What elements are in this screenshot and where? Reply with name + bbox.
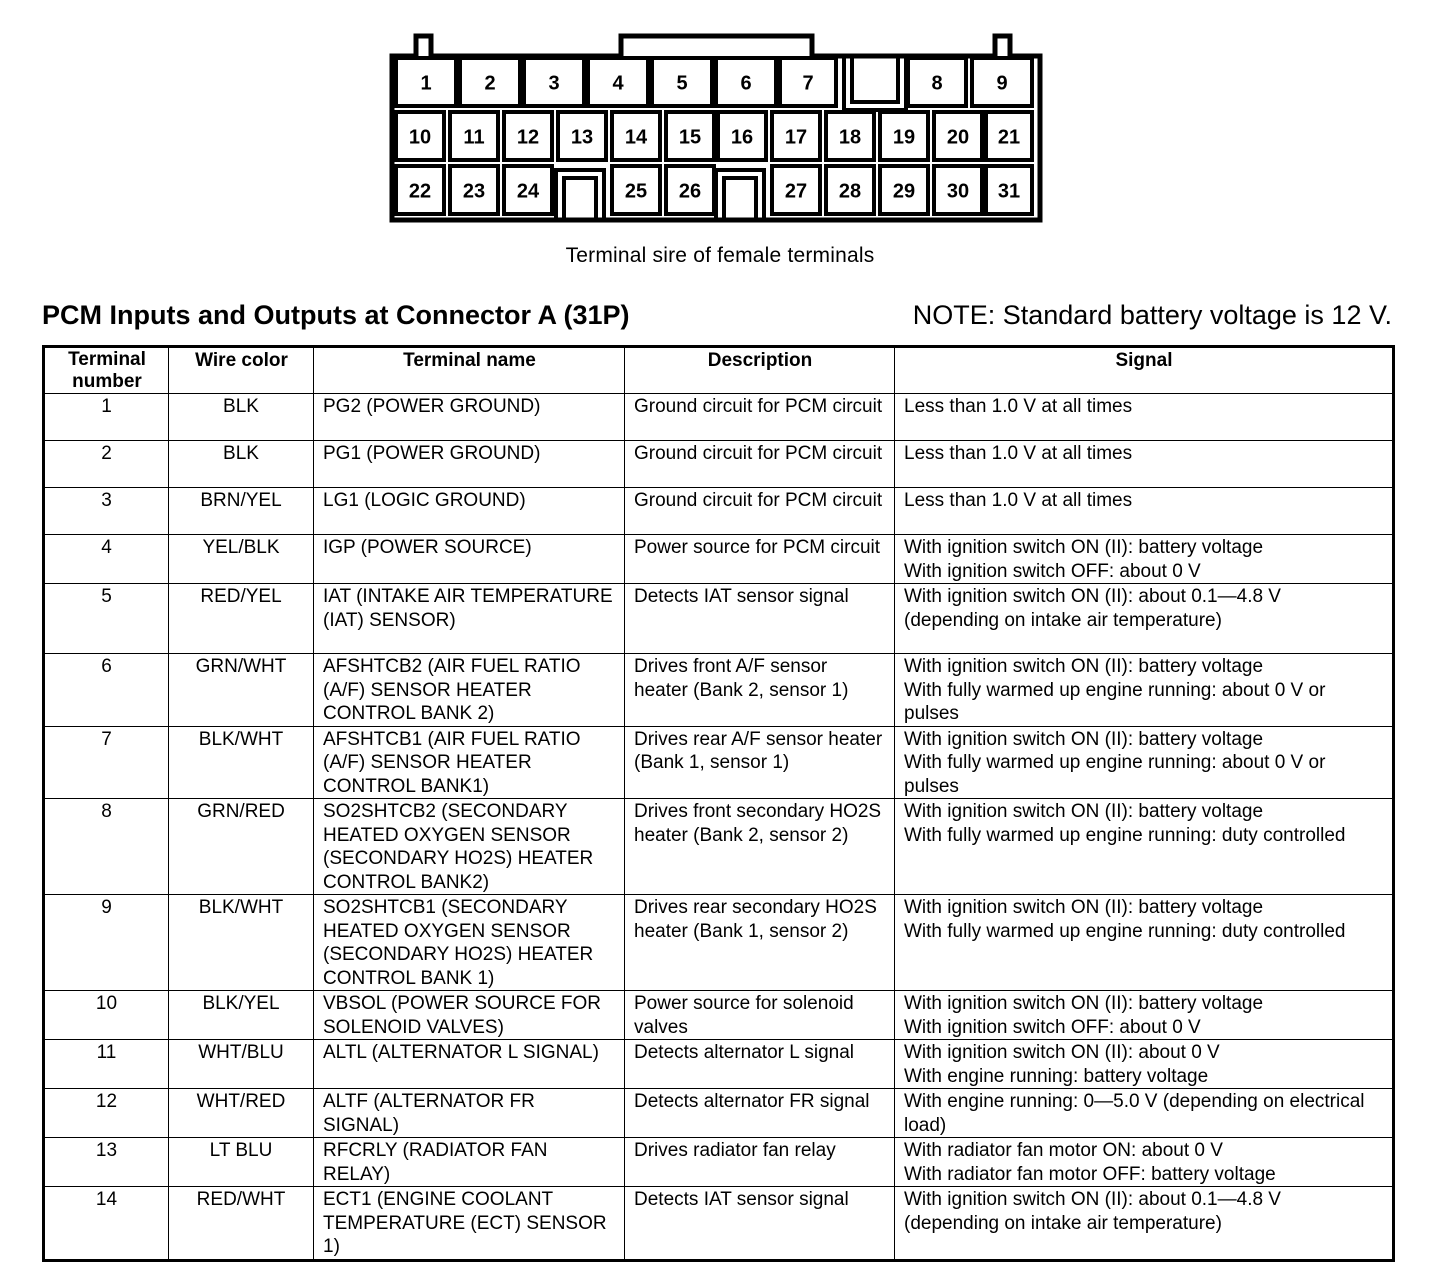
description-cell: Power source for PCM circuit <box>625 535 895 584</box>
pin-label: 25 <box>624 180 648 203</box>
terminal-name-cell: ALTL (ALTERNATOR L SIGNAL) <box>314 1040 625 1089</box>
table-row <box>44 1187 1394 1261</box>
signal-cell: With ignition switch ON (II): battery voltage With fully warmed up engine running: duty controlled <box>895 799 1394 895</box>
terminal-number-cell: 10 <box>44 991 169 1040</box>
description-cell: Detects alternator L signal <box>625 1040 895 1089</box>
wire-color-cell: RED/YEL <box>169 584 314 654</box>
pin-label: 18 <box>838 126 862 149</box>
terminal-name-cell: AFSHTCB2 (AIR FUEL RATIO (A/F) SENSOR HEATER CONTROL BANK 2) <box>314 654 625 727</box>
terminal-name-cell: PG1 (POWER GROUND) <box>314 441 625 488</box>
column-header-terminal-name: Terminal name <box>314 347 625 394</box>
pin-label: 14 <box>624 126 648 149</box>
description-cell: Drives rear A/F sensor heater (Bank 1, sensor 1) <box>625 726 895 799</box>
wire-color-cell: WHT/BLU <box>169 1040 314 1089</box>
description-cell: Drives front secondary HO2S heater (Bank 2, sensor 2) <box>625 799 895 895</box>
terminal-number-cell: 1 <box>44 394 169 441</box>
terminal-name-cell: AFSHTCB1 (AIR FUEL RATIO (A/F) SENSOR HEATER CONTROL BANK1) <box>314 726 625 799</box>
signal-cell: With ignition switch ON (II): about 0.1—4.8 V (depending on intake air temperature) <box>895 1187 1394 1261</box>
wire-color-cell: BRN/YEL <box>169 488 314 535</box>
description-cell: Drives rear secondary HO2S heater (Bank 1, sensor 2) <box>625 895 895 991</box>
pin-label: 20 <box>946 126 970 149</box>
wire-color-cell: BLK/WHT <box>169 726 314 799</box>
terminal-number-cell: 4 <box>44 535 169 584</box>
signal-cell: With ignition switch ON (II): battery voltage With fully warmed up engine running: about 0 V or pulses <box>895 654 1394 727</box>
wire-color-cell: RED/WHT <box>169 1187 314 1261</box>
pin-label: 4 <box>612 72 624 95</box>
signal-cell: With ignition switch ON (II): about 0 V With engine running: battery voltage <box>895 1040 1394 1089</box>
pin-label: 29 <box>892 180 916 203</box>
pin-label: 3 <box>548 72 560 95</box>
pin-label: 2 <box>484 72 496 95</box>
terminal-name-cell: IAT (INTAKE AIR TEMPERATURE (IAT) SENSOR) <box>314 584 625 654</box>
pin-label: 6 <box>740 72 752 95</box>
pin-label: 17 <box>784 126 808 149</box>
table-row <box>44 535 1394 584</box>
column-header-signal: Signal <box>895 347 1394 394</box>
pin-label: 22 <box>408 180 432 203</box>
signal-cell: With ignition switch ON (II): battery voltage With fully warmed up engine running: duty controlled <box>895 895 1394 991</box>
pin-label: 11 <box>463 126 485 149</box>
pin-label: 16 <box>730 126 754 149</box>
terminal-name-cell: VBSOL (POWER SOURCE FOR SOLENOID VALVES) <box>314 991 625 1040</box>
pin-label: 21 <box>997 126 1021 149</box>
terminal-number-cell: 5 <box>44 584 169 654</box>
signal-cell: Less than 1.0 V at all times <box>895 488 1394 535</box>
terminal-number-cell: 11 <box>44 1040 169 1089</box>
wire-color-cell: YEL/BLK <box>169 535 314 584</box>
signal-cell: With ignition switch ON (II): battery voltage With ignition switch OFF: about 0 V <box>895 991 1394 1040</box>
table-row <box>44 654 1394 727</box>
signal-cell: With radiator fan motor ON: about 0 V With radiator fan motor OFF: battery voltage <box>895 1138 1394 1187</box>
terminal-name-cell: LG1 (LOGIC GROUND) <box>314 488 625 535</box>
pin-label: 9 <box>996 72 1008 95</box>
terminal-number-cell: 3 <box>44 488 169 535</box>
connector-caption: Terminal sire of female terminals <box>565 244 875 267</box>
pin-label: 27 <box>784 180 808 203</box>
table-row <box>44 584 1394 654</box>
description-cell: Drives front A/F sensor heater (Bank 2, sensor 1) <box>625 654 895 727</box>
terminal-number-cell: 9 <box>44 895 169 991</box>
description-cell: Ground circuit for PCM circuit <box>625 394 895 441</box>
pin-label: 1 <box>420 72 432 95</box>
terminal-number-cell: 13 <box>44 1138 169 1187</box>
pcm-terminal-table <box>42 345 1395 1262</box>
table-row <box>44 394 1394 441</box>
signal-cell: Less than 1.0 V at all times <box>895 394 1394 441</box>
signal-cell: With ignition switch ON (II): battery voltage With fully warmed up engine running: about 0 V or pulses <box>895 726 1394 799</box>
terminal-number-cell: 8 <box>44 799 169 895</box>
pin-label: 15 <box>678 126 702 149</box>
signal-cell: Less than 1.0 V at all times <box>895 441 1394 488</box>
table-row <box>44 726 1394 799</box>
terminal-name-cell: IGP (POWER SOURCE) <box>314 535 625 584</box>
table-row <box>44 895 1394 991</box>
terminal-number-cell: 6 <box>44 654 169 727</box>
pin-label: 10 <box>408 126 432 149</box>
connector-diagram <box>388 30 1044 224</box>
terminal-name-cell: ECT1 (ENGINE COOLANT TEMPERATURE (ECT) SENSOR 1) <box>314 1187 625 1261</box>
terminal-name-cell: RFCRLY (RADIATOR FAN RELAY) <box>314 1138 625 1187</box>
description-cell: Detects IAT sensor signal <box>625 584 895 654</box>
signal-cell: With engine running: 0—5.0 V (depending on electrical load) <box>895 1089 1394 1138</box>
connector-key-notch <box>852 58 898 102</box>
column-header-terminal-number: Terminal number <box>44 347 169 394</box>
signal-cell: With ignition switch ON (II): battery voltage With ignition switch OFF: about 0 V <box>895 535 1394 584</box>
pin-label: 26 <box>678 180 702 203</box>
pin-label: 12 <box>516 126 540 149</box>
pin-label: 7 <box>802 72 814 95</box>
wire-color-cell: LT BLU <box>169 1138 314 1187</box>
pin-label: 28 <box>838 180 862 203</box>
wire-color-cell: BLK/WHT <box>169 895 314 991</box>
wire-color-cell: GRN/RED <box>169 799 314 895</box>
description-cell: Detects alternator FR signal <box>625 1089 895 1138</box>
terminal-number-cell: 12 <box>44 1089 169 1138</box>
wire-color-cell: WHT/RED <box>169 1089 314 1138</box>
terminal-number-cell: 7 <box>44 726 169 799</box>
terminal-name-cell: SO2SHTCB1 (SECONDARY HEATED OXYGEN SENSOR (SECONDARY HO2S) HEATER CONTROL BANK 1) <box>314 895 625 991</box>
pin-label: 5 <box>676 72 688 95</box>
pin-label: 19 <box>892 126 916 149</box>
column-header-wire-color: Wire color <box>169 347 314 394</box>
signal-cell: With ignition switch ON (II): about 0.1—4.8 V (depending on intake air temperature) <box>895 584 1394 654</box>
wire-color-cell: GRN/WHT <box>169 654 314 727</box>
pin-label: 24 <box>516 180 540 203</box>
page-title: PCM Inputs and Outputs at Connector A (31P) <box>42 300 630 330</box>
voltage-note: NOTE: Standard battery voltage is 12 V. <box>912 300 1392 330</box>
table-row <box>44 799 1394 895</box>
pin-label: 13 <box>570 126 594 149</box>
table-row <box>44 488 1394 535</box>
column-header-description: Description <box>625 347 895 394</box>
table-header-row <box>44 347 1394 394</box>
wire-color-cell: BLK <box>169 394 314 441</box>
pin-label: 30 <box>946 180 970 203</box>
table-row <box>44 1138 1394 1187</box>
description-cell: Power source for solenoid valves <box>625 991 895 1040</box>
wire-color-cell: BLK/YEL <box>169 991 314 1040</box>
table-row <box>44 1040 1394 1089</box>
wire-color-cell: BLK <box>169 441 314 488</box>
table-row <box>44 1089 1394 1138</box>
terminal-name-cell: SO2SHTCB2 (SECONDARY HEATED OXYGEN SENSOR (SECONDARY HO2S) HEATER CONTROL BANK2) <box>314 799 625 895</box>
pin-label: 31 <box>997 180 1021 203</box>
terminal-name-cell: ALTF (ALTERNATOR FR SIGNAL) <box>314 1089 625 1138</box>
description-cell: Ground circuit for PCM circuit <box>625 441 895 488</box>
terminal-number-cell: 2 <box>44 441 169 488</box>
description-cell: Ground circuit for PCM circuit <box>625 488 895 535</box>
table-row <box>44 441 1394 488</box>
terminal-number-cell: 14 <box>44 1187 169 1261</box>
pin-label: 23 <box>462 180 486 203</box>
description-cell: Detects IAT sensor signal <box>625 1187 895 1261</box>
description-cell: Drives radiator fan relay <box>625 1138 895 1187</box>
terminal-name-cell: PG2 (POWER GROUND) <box>314 394 625 441</box>
pin-label: 8 <box>931 72 943 95</box>
table-row <box>44 991 1394 1040</box>
